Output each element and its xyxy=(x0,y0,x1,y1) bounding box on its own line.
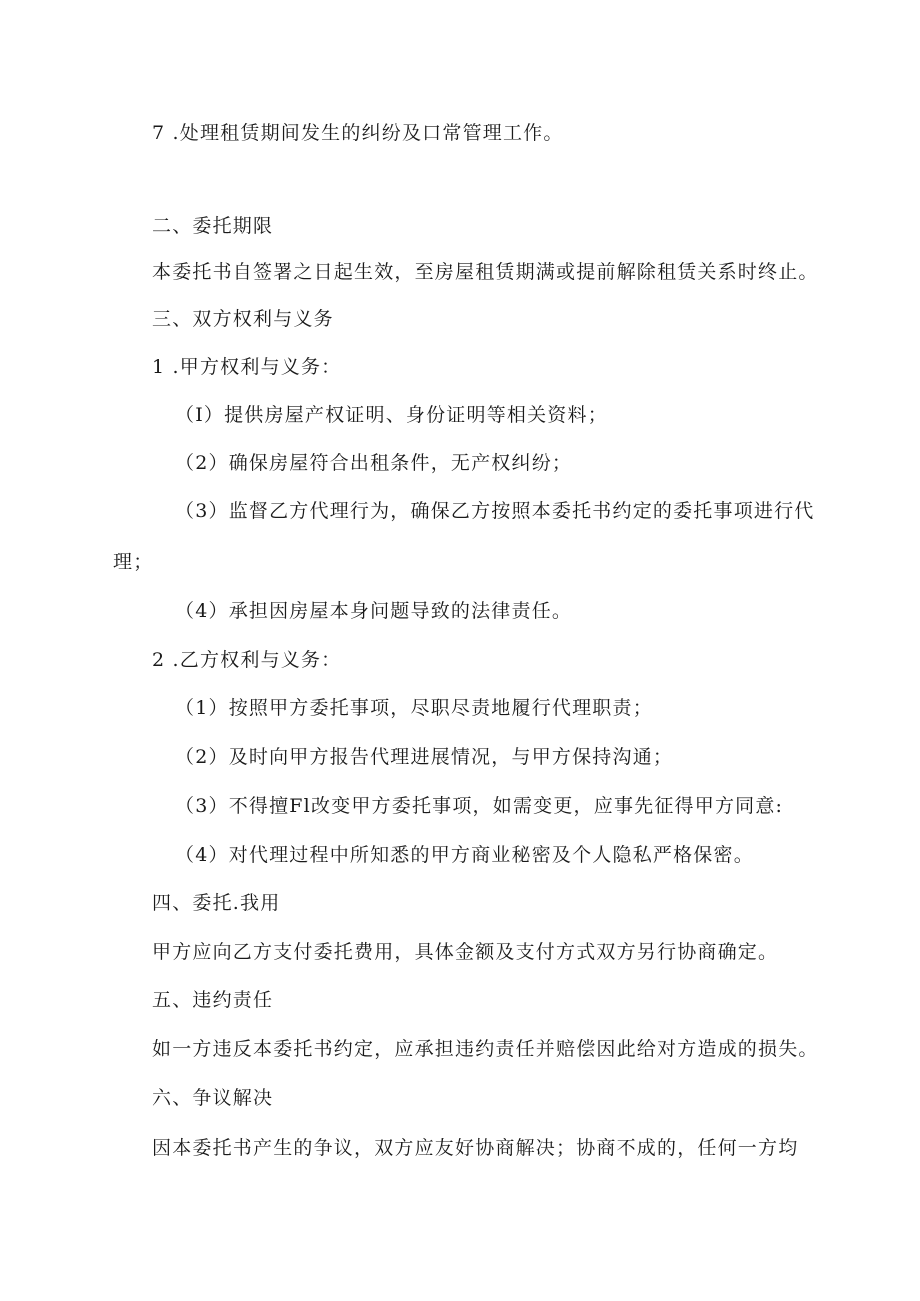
section-2-body: 本委托书自签署之日起生效，至房屋租赁期满或提前解除租赁关系时终止。 xyxy=(152,261,819,283)
party-b-item-2: （2）及时向甲方报告代理进展情况，与甲方保持沟通； xyxy=(175,746,674,768)
party-a-item-3-continuation: 理； xyxy=(113,551,154,573)
party-a-item-2: （2）确保房屋符合出租条件，无产权纠纷； xyxy=(175,452,573,474)
party-b-item-4: （4）对代理过程中所知悉的甲方商业秘密及个人隐私严格保密。 xyxy=(175,844,754,866)
party-a-heading: 1 .甲方权利与义务： xyxy=(152,356,342,378)
section-4-heading: 四、委托.我用 xyxy=(152,892,281,914)
party-a-item-3: （3）监督乙方代理行为，确保乙方按照本委托书约定的委托事项进行代 xyxy=(175,500,815,522)
clause-7-processing-disputes: 7 .处理租赁期间发生的纠纷及口常管理工作。 xyxy=(152,122,564,144)
section-3-heading: 三、双方权利与义务 xyxy=(152,308,334,330)
party-a-item-1: （I）提供房屋产权证明、身份证明等相关资料； xyxy=(175,404,608,426)
section-6-heading: 六、争议解决 xyxy=(152,1087,274,1109)
party-b-item-1: （1）按照甲方委托事项，尽职尽责地履行代理职责； xyxy=(175,697,653,719)
section-2-heading: 二、委托期限 xyxy=(152,215,274,237)
section-4-body: 甲方应向乙方支付委托费用，具体金额及支付方式双方另行协商确定。 xyxy=(152,941,779,963)
section-6-body: 因本委托书产生的争议，双方应友好协商解决；协商不成的，任何一方均 xyxy=(152,1137,799,1159)
section-5-heading: 五、违约责任 xyxy=(152,989,274,1011)
party-b-item-3: （3）不得擅Fl改变甲方委托事项，如需变更，应事先征得甲方同意: xyxy=(175,795,784,817)
party-b-heading: 2 .乙方权利与义务： xyxy=(152,649,342,671)
party-a-item-4: （4）承担因房屋本身问题导致的法律责任。 xyxy=(175,600,573,622)
section-5-body: 如一方违反本委托书约定，应承担违约责任并赔偿因此给对方造成的损失。 xyxy=(152,1038,819,1060)
